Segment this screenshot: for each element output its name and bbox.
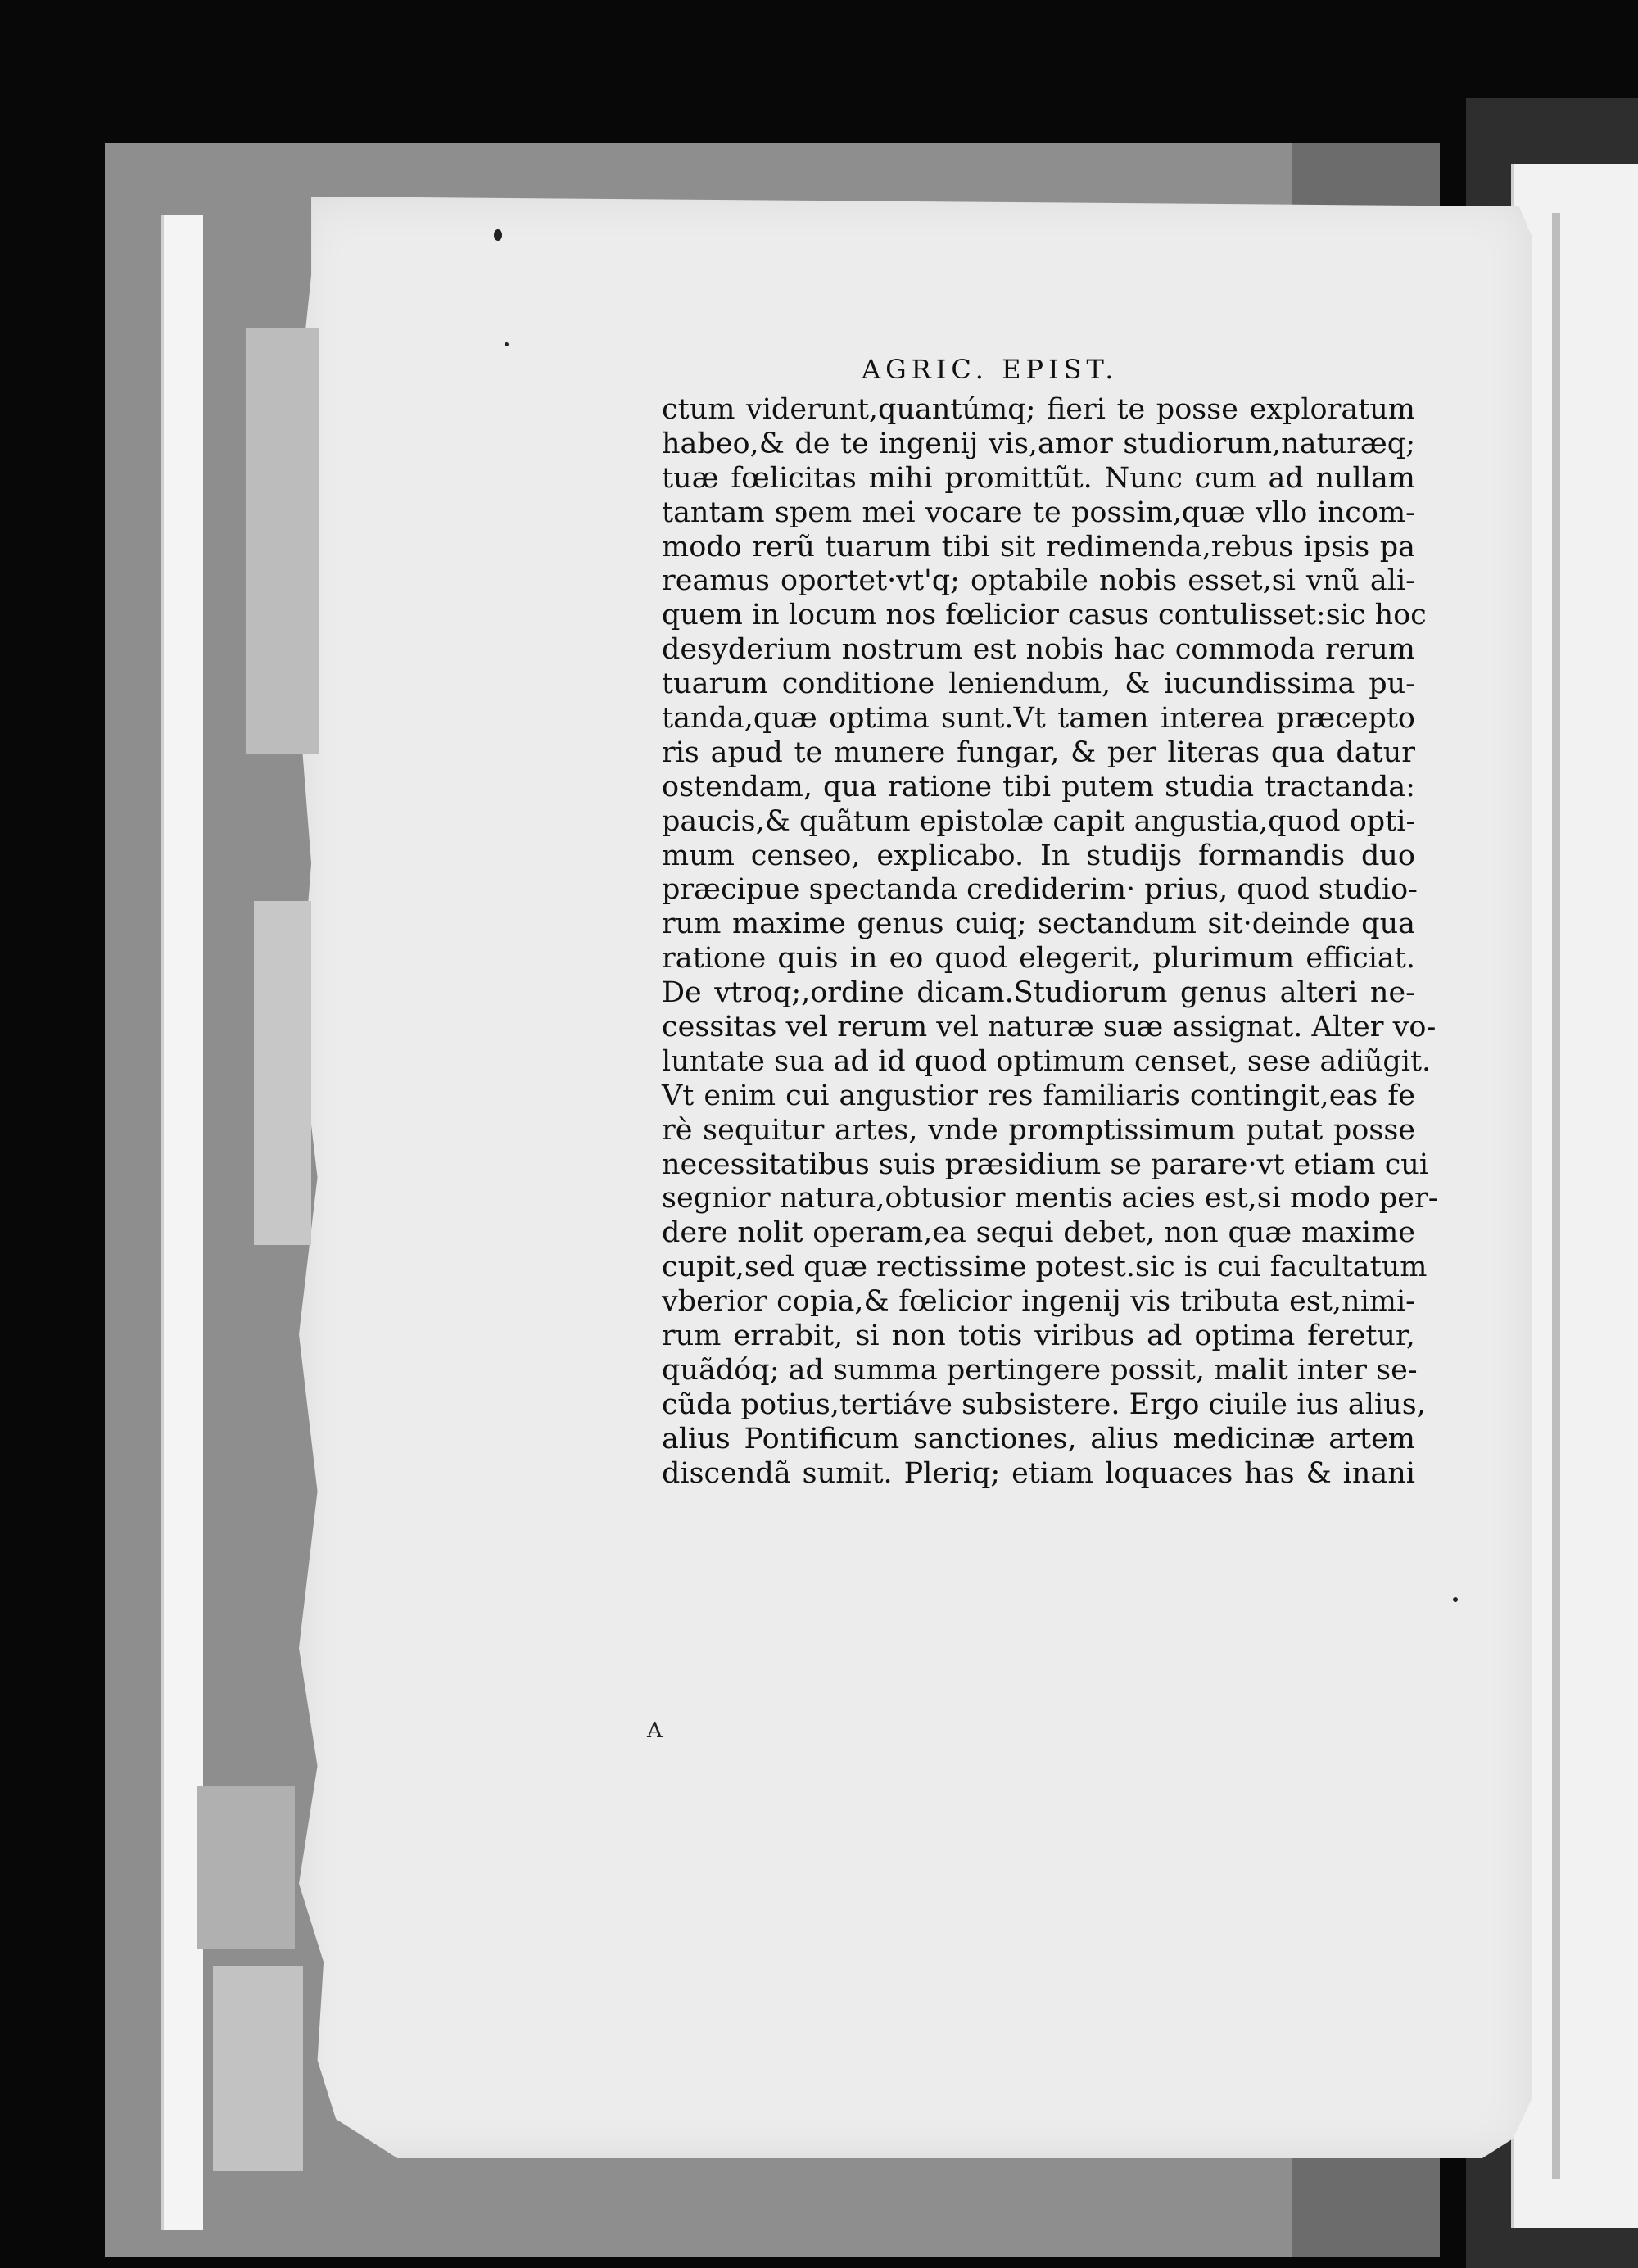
text-line: rum errabit, si non totis viribus ad optima feretur,	[662, 1320, 1415, 1353]
facing-page-fold	[1552, 213, 1560, 2179]
text-line: ctum viderunt,quantúmq; fieri te posse exploratum	[662, 393, 1415, 426]
text-line: vberior copia,& fœlicior ingenij vis tributa est,nimi-	[662, 1285, 1415, 1319]
text-line: quãdóq; ad summa pertingere possit, malit inter se-	[662, 1353, 1418, 1387]
text-line: ratione quis in eo quod elegerit, plurimum efficiat.	[662, 942, 1415, 976]
text-line: ostendam, qua ratione tibi putem studia tractanda:	[662, 770, 1415, 804]
text-line: luntate sua ad id quod optimum censet, sese adiũgit.	[662, 1044, 1432, 1078]
text-line: Vt enim cui angustior res familiaris contingit,eas fe	[662, 1079, 1415, 1112]
text-line: segnior natura,obtusior mentis acies est,si modo per-	[662, 1182, 1438, 1215]
text-line: tuarum conditione leniendum, & iucundissima pu-	[662, 668, 1415, 701]
torn-edge	[246, 328, 319, 754]
text-line: præcipue spectanda crediderim· prius, quod studio-	[662, 873, 1418, 907]
ink-speck	[505, 342, 509, 346]
text-line: dere nolit operam,ea sequi debet, non quæ maxime	[662, 1216, 1415, 1250]
text-line: desyderium nostrum est nobis hac commoda rerum	[662, 633, 1415, 667]
ink-speck	[1453, 1597, 1458, 1602]
text-line: rum maxime genus cuiq; sectandum sit·deinde qua	[662, 908, 1415, 941]
text-line: mum censeo, explicabo. In studijs formandis duo	[662, 839, 1415, 872]
text-line: rè sequitur artes, vnde promptissimum putat posse	[662, 1113, 1415, 1147]
text-line: cessitas vel rerum vel naturæ suæ assignat. Alter vo-	[662, 1011, 1437, 1044]
text-line: reamus oportet·vt'q; optabile nobis esset,si vnũ ali-	[662, 564, 1415, 598]
ink-speck	[494, 229, 502, 241]
body-text	[662, 393, 1438, 1492]
signature-mark: A	[647, 1718, 663, 1743]
text-line: ris apud te munere fungar, & per literas qua datur	[662, 736, 1415, 769]
text-line: alius Pontificum sanctiones, alius medicinæ artem	[662, 1422, 1415, 1455]
text-line: modo rerũ tuarum tibi sit redimenda,rebus ipsis pa	[662, 530, 1415, 564]
text-line: tanda,quæ optima sunt.Vt tamen interea præcepto	[662, 702, 1415, 736]
text-line: habeo,& de te ingenij vis,amor studiorum,naturæq;	[662, 427, 1415, 460]
torn-edge	[254, 901, 311, 1245]
running-head: AGRIC. EPIST.	[862, 354, 1119, 385]
text-line: tuæ fœlicitas mihi promittũt. Nunc cum ad nullam	[662, 461, 1415, 495]
text-line: paucis,& quãtum epistolæ capit angustia,quod opti-	[662, 804, 1416, 838]
torn-edge	[213, 1966, 303, 2171]
text-line: cupit,sed quæ rectissime potest.sic is cui facultatum	[662, 1251, 1428, 1284]
text-line: discendã sumit. Pleriq; etiam loquaces has & inani	[662, 1456, 1415, 1490]
text-line: quem in locum nos fœlicior casus contulisset:sic hoc	[662, 599, 1427, 632]
text-line: necessitatibus suis præsidium se parare·vt etiam cui	[662, 1148, 1429, 1181]
text-line: De vtroq;,ordine dicam.Studiorum genus alteri ne-	[662, 976, 1415, 1010]
torn-edge	[197, 1786, 295, 1949]
text-line: tantam spem mei vocare te possim,quæ vllo incom-	[662, 496, 1415, 529]
text-line: cũda potius,tertiáve subsistere. Ergo ciuile ius alius,	[662, 1388, 1426, 1421]
